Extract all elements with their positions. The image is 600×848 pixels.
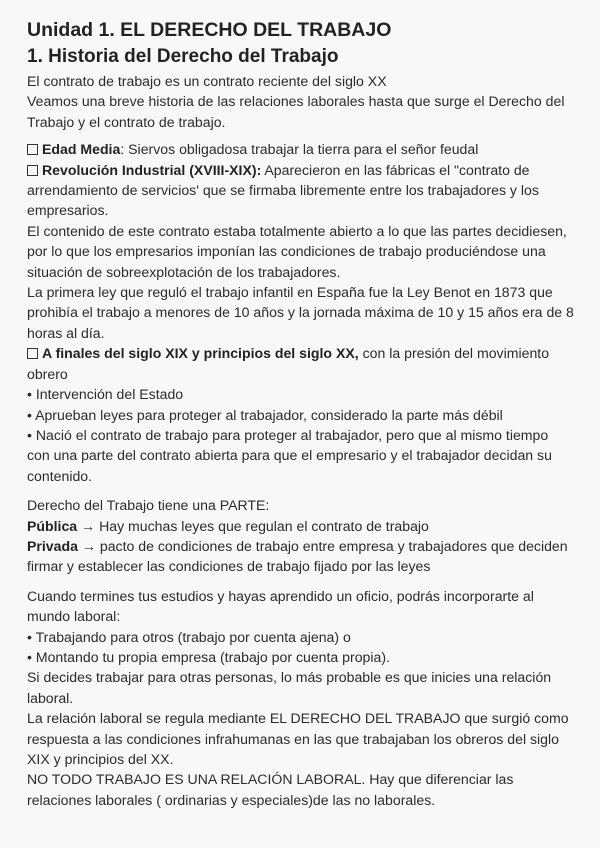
spacer xyxy=(27,486,574,495)
relacion-laboral-paragraph: La relación laboral se regula mediante EL DERECHO DEL TRABAJO que surgió como respuesta a las condiciones infrahumanas en las que trabajaban los obreros del siglo XIX y principios del XX. xyxy=(27,710,569,767)
finales-label: A finales del siglo XIX y principios del siglo XX, xyxy=(42,345,359,362)
item-edad-media xyxy=(27,139,574,159)
revolucion-text: Aparecieron en las fábricas el "contrato de arrendamiento de servicios' que se firmaba libremente entre los trabajadores y los empresarios. xyxy=(27,161,539,219)
partes-intro: Derecho del Trabajo tiene una PARTE: xyxy=(27,497,270,514)
parte-publica xyxy=(27,516,574,536)
cuando-paragraph: Cuando termines tus estudios y hayas aprendido un oficio, podrás incorporarte al mundo laboral: xyxy=(27,587,534,625)
item-revolucion-industrial xyxy=(27,160,574,221)
privada-label: Privada xyxy=(27,537,78,554)
checkbox-icon xyxy=(27,144,38,155)
bullet-intervencion: • Intervención del Estado xyxy=(27,386,184,403)
checkbox-icon xyxy=(27,348,38,359)
finales-text: con la presión del movimiento obrero xyxy=(27,345,550,382)
item-finales-siglo xyxy=(27,343,574,384)
contenido-paragraph: El contenido de este contrato estaba totalmente abierto a lo que las partes decidiesen, por lo que los empresarios imponían las condiciones de trabajo produciéndose una situación de sobreexplotación de los trabajadores. xyxy=(27,222,567,280)
bullet-contrato: • Nació el contrato de trabajo para proteger al trabajador, pero que al mismo tiempo con una parte del contrato abierta para que el empresario y el trabajador decidan su contenido. xyxy=(27,426,552,484)
spacer xyxy=(27,577,574,586)
bullet-cuenta-ajena: • Trabajando para otros (trabajo por cuenta ajena) o xyxy=(27,628,351,645)
checkbox-icon xyxy=(27,165,38,176)
section-heading: 1. Historia del Derecho del Trabajo xyxy=(27,46,339,67)
intro-line-2: Veamos una breve historia de las relaciones laborales hasta que surge el Derecho del Trabajo y el contrato de trabajo. xyxy=(27,93,565,130)
bullet-leyes: • Aprueban leyes para proteger al trabajador, considerado la parte más débil xyxy=(27,406,503,423)
ley-benot-paragraph: La primera ley que reguló el trabajo infantil en España fue la Ley Benot en 1873 que prohibía el trabajo a menores de 10 años y la jornada máxima de 10 y 15 años era de 8 horas al día. xyxy=(27,284,574,341)
no-todo-paragraph: NO TODO TRABAJO ES UNA RELACIÓN LABORAL. Hay que diferenciar las relaciones laborales ( ordinarias y especiales)de las no laborales. xyxy=(27,771,514,808)
spacer xyxy=(27,132,574,139)
privada-text: → pacto de condiciones de trabajo entre empresa y trabajadores que deciden firmar y establecer las condiciones de trabajo fijado por las leyes xyxy=(27,537,568,575)
publica-text: → Hay muchas leyes que regulan el contrato de trabajo xyxy=(77,517,429,534)
page-title: Unidad 1. EL DERECHO DEL TRABAJO xyxy=(27,19,392,41)
revolucion-label: Revolución Industrial (XVIII-XIX): xyxy=(42,161,262,178)
intro-line-1: El contrato de trabajo es un contrato reciente del siglo XX xyxy=(27,73,387,89)
bullet-cuenta-propia: • Montando tu propia empresa (trabajo por cuenta propia). xyxy=(27,648,390,665)
publica-label: Pública xyxy=(27,517,78,534)
edad-media-text: : Siervos obligadosa trabajar la tierra para el señor feudal xyxy=(120,141,479,158)
parte-privada xyxy=(27,536,574,577)
si-decides-paragraph: Si decides trabajar para otras personas, lo más probable es que inicies una relación laboral. xyxy=(27,669,552,706)
edad-media-label: Edad Media xyxy=(42,141,121,158)
